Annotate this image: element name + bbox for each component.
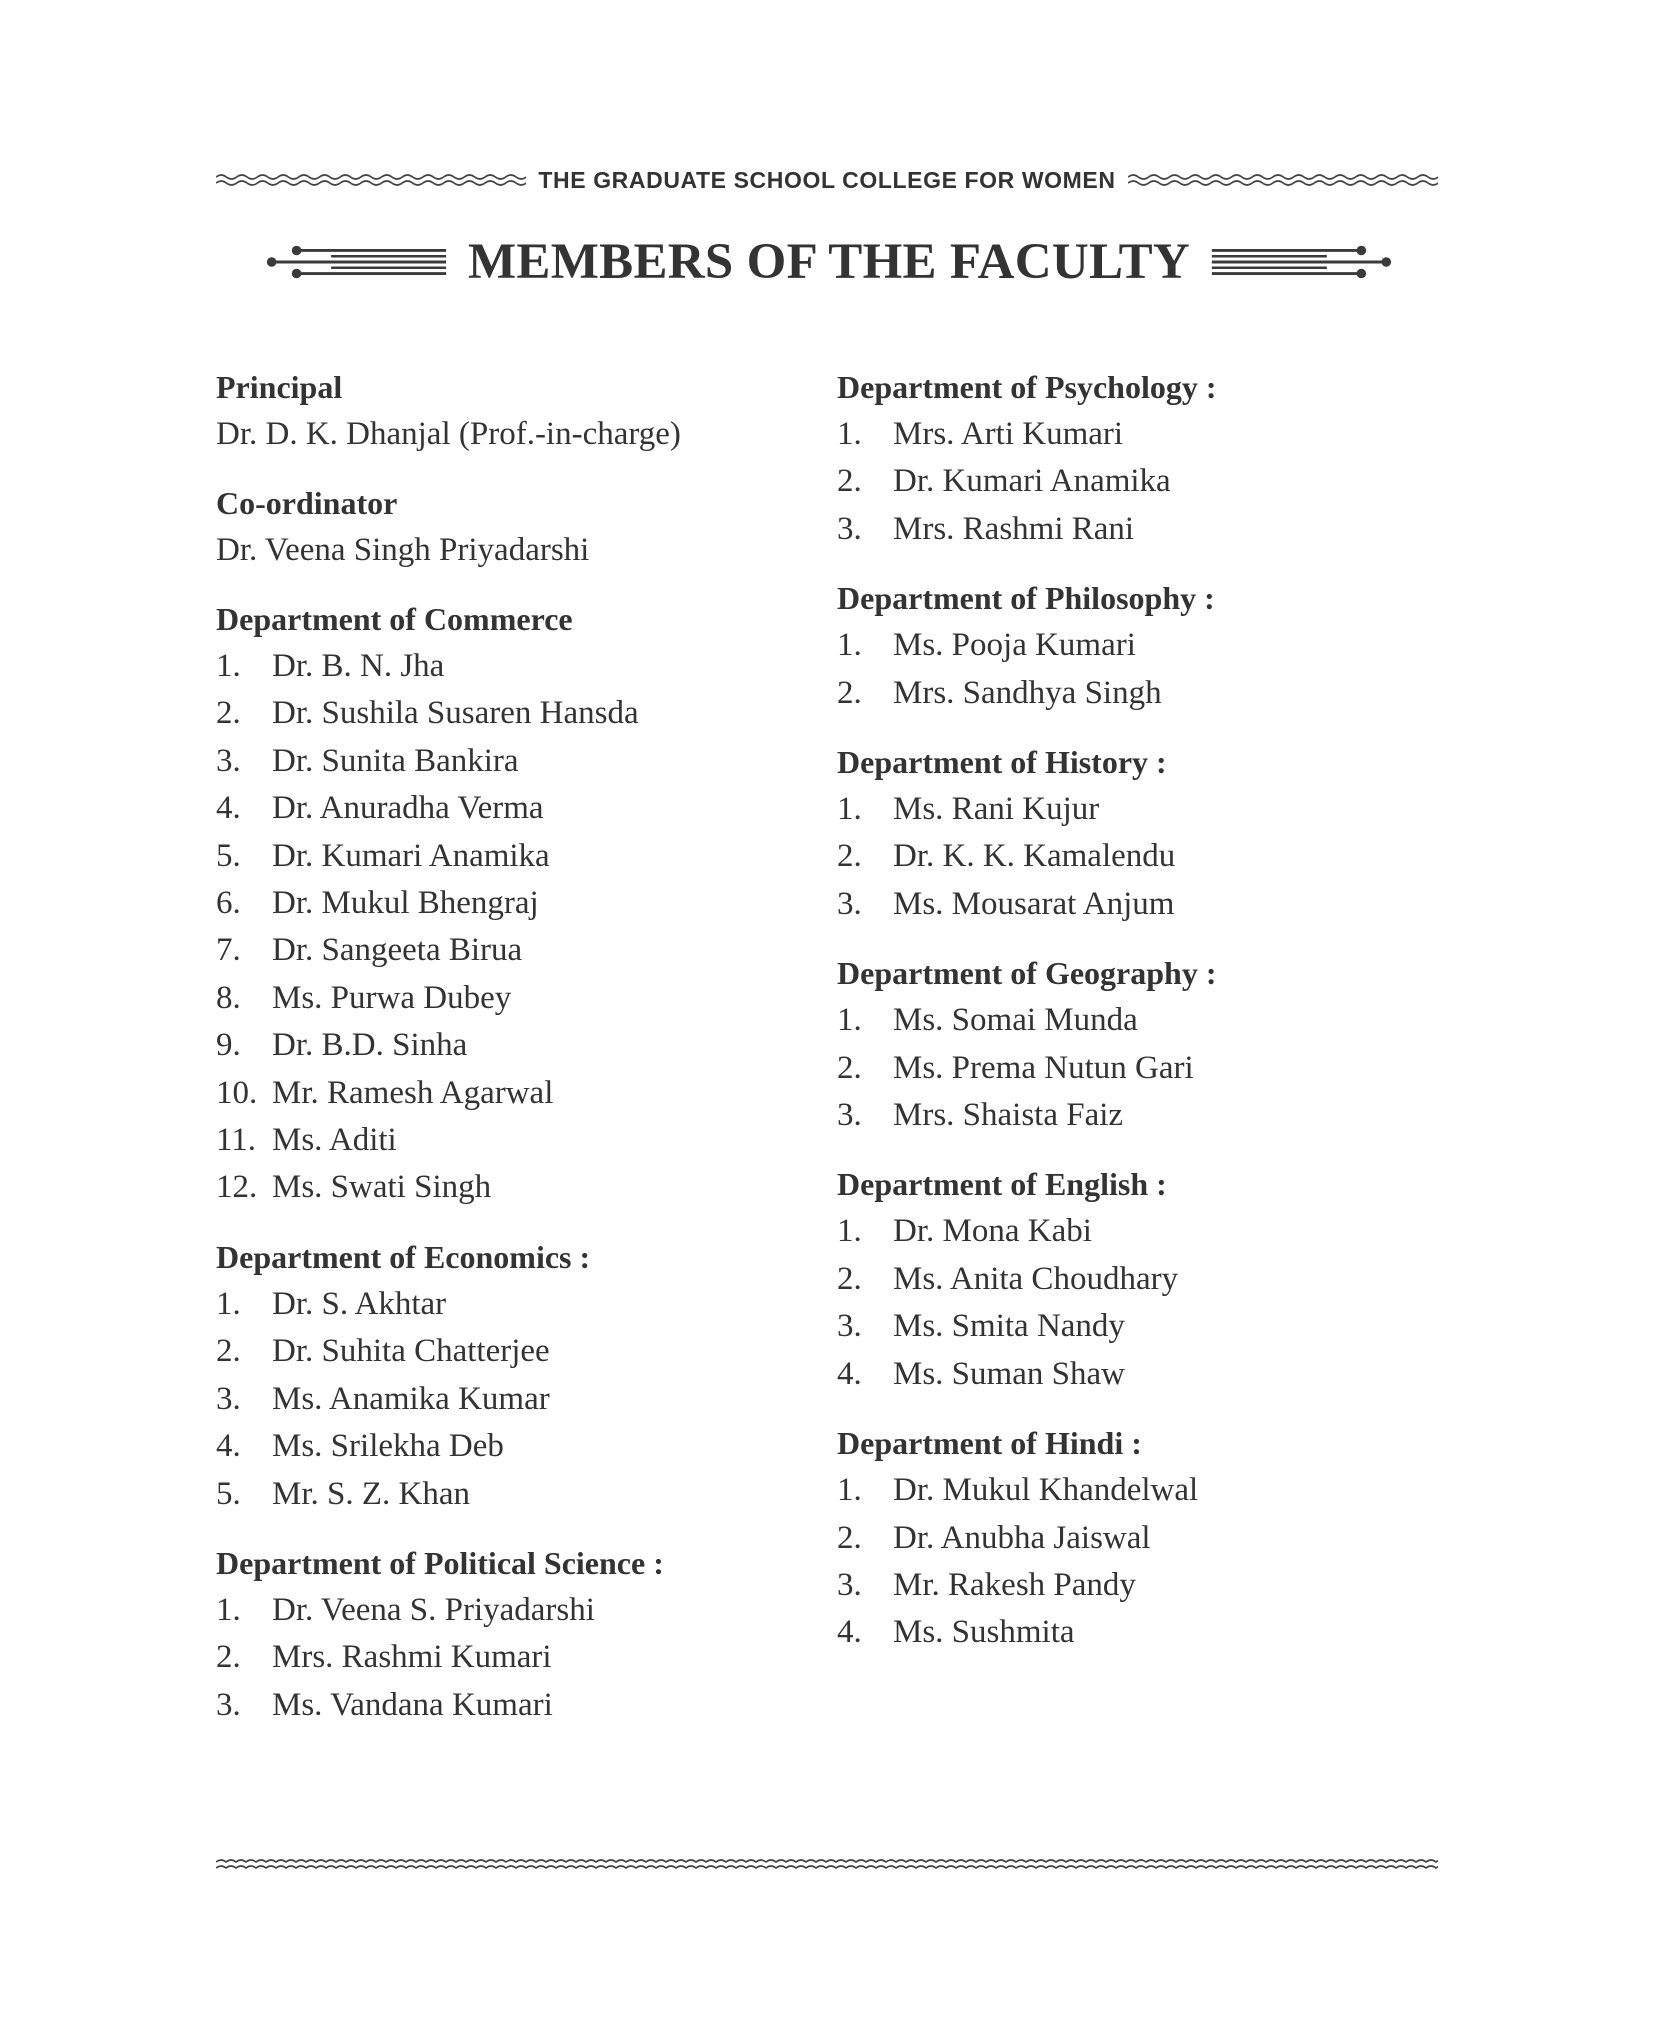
faculty-member — [216, 833, 776, 880]
department-heading: Department of Economics : — [216, 1238, 591, 1275]
member-number: 8. — [216, 979, 241, 1016]
department-heading: Department of Commerce — [216, 601, 573, 637]
member-name: Ms. Anamika Kumar — [272, 1380, 550, 1417]
member-name: Dr. Anuradha Verma — [272, 790, 544, 827]
faculty-member — [837, 833, 1437, 880]
member-number: 3. — [216, 742, 241, 779]
member-number: 1. — [837, 1472, 862, 1509]
member-number: 1. — [216, 1285, 241, 1322]
faculty-member — [837, 670, 1437, 717]
faculty-member — [837, 1351, 1437, 1398]
member-name: Dr. Kumari Anamika — [272, 837, 550, 874]
member-name: Dr. B.D. Sinha — [272, 1027, 468, 1064]
page-title: MEMBERS OF THE FACULTY — [467, 234, 1191, 290]
line-ornament-right — [1208, 237, 1394, 287]
faculty-member — [216, 1164, 776, 1211]
department-section — [837, 575, 1437, 717]
member-number: 2. — [837, 1519, 862, 1556]
faculty-member — [216, 1471, 776, 1518]
member-name: Ms. Mousarat Anjum — [893, 885, 1175, 922]
member-number: 4. — [216, 790, 241, 827]
faculty-member — [216, 1634, 776, 1681]
member-name: Mrs. Arti Kumari — [893, 416, 1124, 452]
member-number: 3. — [837, 1566, 862, 1603]
faculty-member — [216, 643, 776, 690]
department-heading: Department of Psychology : — [837, 369, 1217, 405]
faculty-member — [216, 738, 776, 785]
member-number: 3. — [837, 1097, 862, 1134]
coordinator-section — [216, 480, 776, 574]
faculty-member — [837, 1303, 1437, 1350]
member-name: Dr. Mona Kabi — [893, 1213, 1092, 1250]
member-name: Ms. Swati Singh — [272, 1169, 492, 1206]
faculty-member — [216, 975, 776, 1022]
principal-section — [216, 364, 776, 458]
coordinator-name: Dr. Veena Singh Priyadarshi — [216, 532, 590, 568]
member-name: Dr. Sushila Susaren Hansda — [272, 695, 639, 732]
member-name: Ms. Vandana Kumari — [272, 1686, 553, 1723]
member-number: 11. — [216, 1122, 257, 1159]
faculty-member — [216, 690, 776, 737]
faculty-column-left — [216, 364, 776, 1729]
member-name: Dr. Mukul Bhengraj — [272, 885, 539, 922]
faculty-member — [216, 1022, 776, 1069]
member-name: Dr. Suhita Chatterjee — [272, 1333, 550, 1370]
line-ornament-left — [264, 237, 450, 287]
member-number: 4. — [837, 1614, 862, 1651]
department-heading: Department of English : — [837, 1166, 1167, 1203]
member-name: Dr. Sangeeta Birua — [272, 932, 523, 969]
department-section — [837, 364, 1437, 553]
member-name: Ms. Somai Munda — [893, 1002, 1138, 1039]
title-row — [264, 228, 1394, 296]
member-name: Dr. Veena S. Priyadarshi — [272, 1591, 595, 1628]
member-name: Ms. Sushmita — [893, 1614, 1075, 1651]
member-name: Dr. B. N. Jha — [272, 648, 445, 684]
member-name: Dr. S. Akhtar — [272, 1285, 447, 1322]
faculty-member — [837, 881, 1437, 928]
member-number: 6. — [216, 885, 241, 922]
member-name: Dr. Anubha Jaiswal — [893, 1519, 1151, 1556]
faculty-member — [837, 1562, 1437, 1609]
member-number: 3. — [837, 510, 862, 547]
member-name: Ms. Smita Nandy — [893, 1308, 1125, 1345]
faculty-member — [216, 1070, 776, 1117]
member-name: Mr. S. Z. Khan — [272, 1475, 470, 1512]
member-name: Ms. Suman Shaw — [893, 1355, 1125, 1392]
member-name: Ms. Rani Kujur — [893, 791, 1100, 828]
member-number: 2. — [837, 1260, 862, 1297]
member-number: 2. — [837, 674, 862, 711]
right-department-list — [837, 364, 1437, 1657]
department-section — [216, 596, 776, 1212]
college-name: THE GRADUATE SCHOOL COLLEGE FOR WOMEN — [538, 166, 1116, 193]
faculty-member — [837, 1208, 1437, 1255]
faculty-member — [216, 927, 776, 974]
member-number: 3. — [837, 1308, 862, 1345]
member-number: 5. — [216, 1475, 241, 1512]
member-number: 4. — [837, 1355, 862, 1392]
department-heading: Department of Hindi : — [837, 1425, 1142, 1462]
faculty-member — [837, 1092, 1437, 1139]
member-name: Dr. Kumari Anamika — [893, 463, 1171, 500]
member-name: Ms. Anita Choudhary — [893, 1260, 1179, 1297]
member-number: 3. — [216, 1686, 241, 1723]
faculty-member — [216, 880, 776, 927]
department-heading: Department of Philosophy : — [837, 580, 1215, 617]
department-section — [837, 1161, 1437, 1398]
department-heading: Department of Geography : — [837, 955, 1217, 992]
faculty-member — [837, 622, 1437, 669]
member-name: Mr. Rakesh Pandy — [893, 1566, 1136, 1603]
member-name: Ms. Purwa Dubey — [272, 979, 512, 1016]
member-name: Mrs. Sandhya Singh — [893, 674, 1162, 711]
member-number: 12. — [216, 1169, 258, 1206]
member-name: Dr. Sunita Bankira — [272, 742, 519, 779]
member-name: Mr. Ramesh Agarwal — [272, 1074, 554, 1111]
member-number: 1. — [837, 1213, 862, 1250]
member-name: Dr. Mukul Khandelwal — [893, 1472, 1199, 1509]
department-heading: Department of Political Science : — [216, 1544, 664, 1581]
faculty-member — [837, 1256, 1437, 1303]
member-number: 2. — [837, 1049, 862, 1086]
faculty-member — [837, 458, 1437, 505]
running-header — [216, 166, 1438, 194]
department-section — [216, 1234, 776, 1518]
member-name: Mrs. Rashmi Rani — [893, 510, 1135, 547]
faculty-member — [216, 1423, 776, 1470]
member-number: 5. — [216, 837, 241, 874]
footer-wavy-rule — [216, 1858, 1438, 1872]
faculty-member — [837, 1515, 1437, 1562]
member-name: Dr. K. K. Kamalendu — [893, 838, 1176, 875]
member-number: 1. — [216, 648, 241, 684]
department-section — [216, 1540, 776, 1729]
faculty-member — [837, 411, 1437, 458]
faculty-member — [216, 1682, 776, 1729]
member-number: 7. — [216, 932, 241, 969]
faculty-member — [216, 785, 776, 832]
member-number: 1. — [216, 1591, 241, 1628]
member-name: Ms. Aditi — [272, 1122, 397, 1159]
member-number: 3. — [837, 885, 862, 922]
member-number: 2. — [216, 1333, 241, 1370]
member-name: Mrs. Shaista Faiz — [893, 1097, 1124, 1134]
faculty-member — [216, 1376, 776, 1423]
member-number: 3. — [216, 1380, 241, 1417]
member-number: 1. — [837, 416, 862, 452]
principal-heading: Principal — [216, 369, 343, 405]
faculty-member — [216, 1587, 776, 1634]
faculty-member — [837, 997, 1437, 1044]
member-number: 2. — [216, 695, 241, 732]
member-name: Ms. Pooja Kumari — [893, 627, 1136, 664]
wavy-rule-right — [1128, 173, 1438, 187]
faculty-member — [837, 506, 1437, 553]
faculty-column-right — [837, 364, 1437, 1657]
member-name: Ms. Srilekha Deb — [272, 1428, 504, 1465]
faculty-member — [216, 1328, 776, 1375]
member-name: Ms. Prema Nutun Gari — [893, 1049, 1194, 1086]
left-department-list — [216, 596, 776, 1729]
department-section — [837, 950, 1437, 1139]
member-name: Mrs. Rashmi Kumari — [272, 1639, 552, 1676]
principal-name: Dr. D. K. Dhanjal (Prof.-in-charge) — [216, 416, 681, 452]
faculty-member — [837, 1609, 1437, 1656]
department-heading: Department of History : — [837, 744, 1167, 781]
member-number: 10. — [216, 1074, 258, 1111]
faculty-member — [837, 1045, 1437, 1092]
member-number: 1. — [837, 1002, 862, 1039]
member-number: 2. — [216, 1639, 241, 1676]
faculty-member — [216, 1117, 776, 1164]
faculty-member — [216, 1281, 776, 1328]
member-number: 1. — [837, 791, 862, 828]
faculty-member — [837, 1467, 1437, 1514]
member-number: 9. — [216, 1027, 241, 1064]
faculty-member — [837, 786, 1437, 833]
wavy-rule-left — [216, 173, 526, 187]
member-number: 2. — [837, 463, 862, 500]
coordinator-heading: Co-ordinator — [216, 485, 398, 521]
department-section — [837, 739, 1437, 928]
member-number: 4. — [216, 1428, 241, 1465]
department-section — [837, 1420, 1437, 1657]
member-number: 1. — [837, 627, 862, 664]
member-number: 2. — [837, 838, 862, 875]
